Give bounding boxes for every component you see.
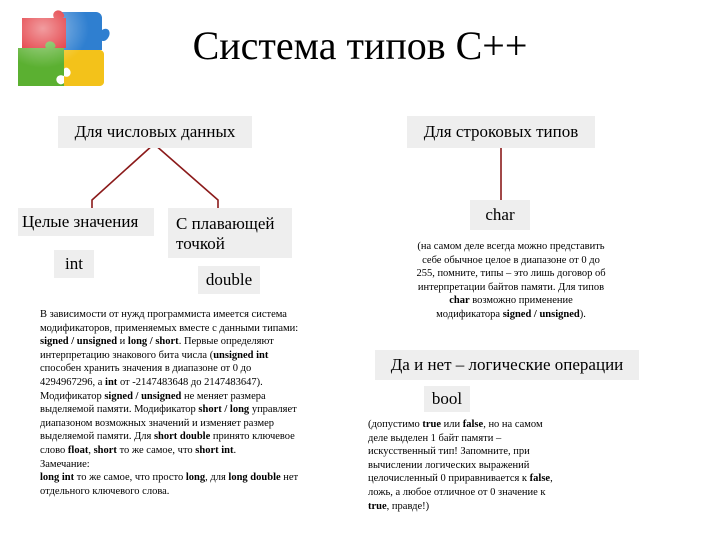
bool-type-label: bool — [431, 389, 463, 408]
note-keyword: long double — [228, 472, 281, 484]
char-type-box — [470, 200, 530, 230]
note-keyword: true — [368, 500, 387, 512]
note-keyword: float — [67, 444, 89, 456]
note-text: и — [117, 336, 128, 348]
note-text: нет отдельного ключевого слова. — [40, 472, 299, 497]
note-keyword: int — [105, 376, 118, 388]
note-text: способен хранить значения в диапазоне от 0 до 4294967296, а — [40, 363, 252, 388]
puzzle-pieces-icon — [14, 8, 110, 90]
integer-values-box — [18, 208, 154, 236]
note-text: . Первые определяют интерпретацию знакового бита числа ( — [40, 336, 274, 361]
string-types-label: Для строковых типов — [423, 122, 579, 141]
note-text: возможно применение модификатора — [436, 295, 573, 320]
note-text: (допустимо — [368, 419, 423, 430]
note-text: В зависимости от нужд программиста имеется система модификаторов, применяемых вместе с данными типами: — [40, 309, 299, 334]
numeric-data-label: Для числовых данных — [74, 122, 236, 141]
int-type-label: int — [65, 254, 83, 273]
note-text: управляет диапазоном возможных значений и изменяет размер выделяемой памяти. Для — [40, 404, 297, 443]
note-text: то же самое, что просто — [74, 472, 186, 484]
double-type-label: double — [205, 270, 253, 289]
note-keyword: short — [93, 444, 117, 456]
note-keyword: signed / unsigned — [104, 390, 182, 402]
float-label: С плавающей точкой — [176, 214, 275, 253]
note-text: , — [88, 444, 94, 456]
string-types-box — [407, 116, 595, 148]
integer-values-label: Целые значения — [22, 212, 139, 231]
note-keyword: signed / unsigned — [502, 308, 580, 320]
note-text: не меняет размера выделяемой памяти. Модификатор — [40, 390, 266, 416]
page-title: Система типов С++ — [192, 23, 528, 68]
bool-type-box — [424, 386, 470, 412]
note-keyword: false — [462, 419, 484, 430]
note-text: (на самом деле всегда можно представить себе обычное целое в диапазоне от 0 до 255, помните, типы – это лишь договор об интерпретации байтов памяти. Для типов — [416, 241, 606, 293]
numeric-data-box — [58, 116, 252, 148]
logic-ops-label: Да и нет – логические операции — [390, 355, 624, 374]
note-text: , но на самом деле выделен 1 байт памяти – искусственный тип! Запомните, при вычислении логических выражений целочисленный 0 приравнивается к — [368, 419, 543, 485]
int-type-box — [54, 250, 94, 278]
note-text: или — [441, 419, 463, 430]
note-text: от -2147483648 до 2147483647). Модификатор — [40, 376, 263, 402]
note-text: , ложь, а любое отличное от 0 значение к — [368, 473, 553, 498]
note-keyword: unsigned int — [213, 349, 269, 361]
note-keyword: long — [185, 472, 206, 484]
note-keyword: long / short — [127, 336, 179, 348]
char-type-label: char — [485, 205, 515, 224]
note-text: ). — [579, 308, 586, 320]
numeric-modifiers-note — [40, 308, 308, 498]
float-box — [168, 208, 292, 258]
note-text: то же самое, что — [116, 444, 196, 456]
note-text: , для — [205, 472, 229, 484]
char-note — [416, 240, 606, 322]
double-type-box — [198, 266, 260, 294]
note-text: , правде!) — [386, 500, 430, 512]
note-text: принято ключевое слово — [40, 431, 295, 456]
bool-note — [368, 418, 554, 513]
note-keyword: short double — [153, 431, 211, 443]
note-keyword: long int — [40, 472, 75, 484]
note-keyword: char — [449, 295, 470, 307]
note-text: . Замечание: — [40, 444, 237, 470]
note-keyword: short / long — [198, 404, 250, 416]
note-keyword: signed / unsigned — [40, 336, 118, 348]
note-keyword: false — [529, 473, 551, 485]
note-keyword: true — [422, 419, 442, 430]
logic-ops-box — [375, 350, 639, 380]
note-keyword: short int — [195, 444, 234, 456]
